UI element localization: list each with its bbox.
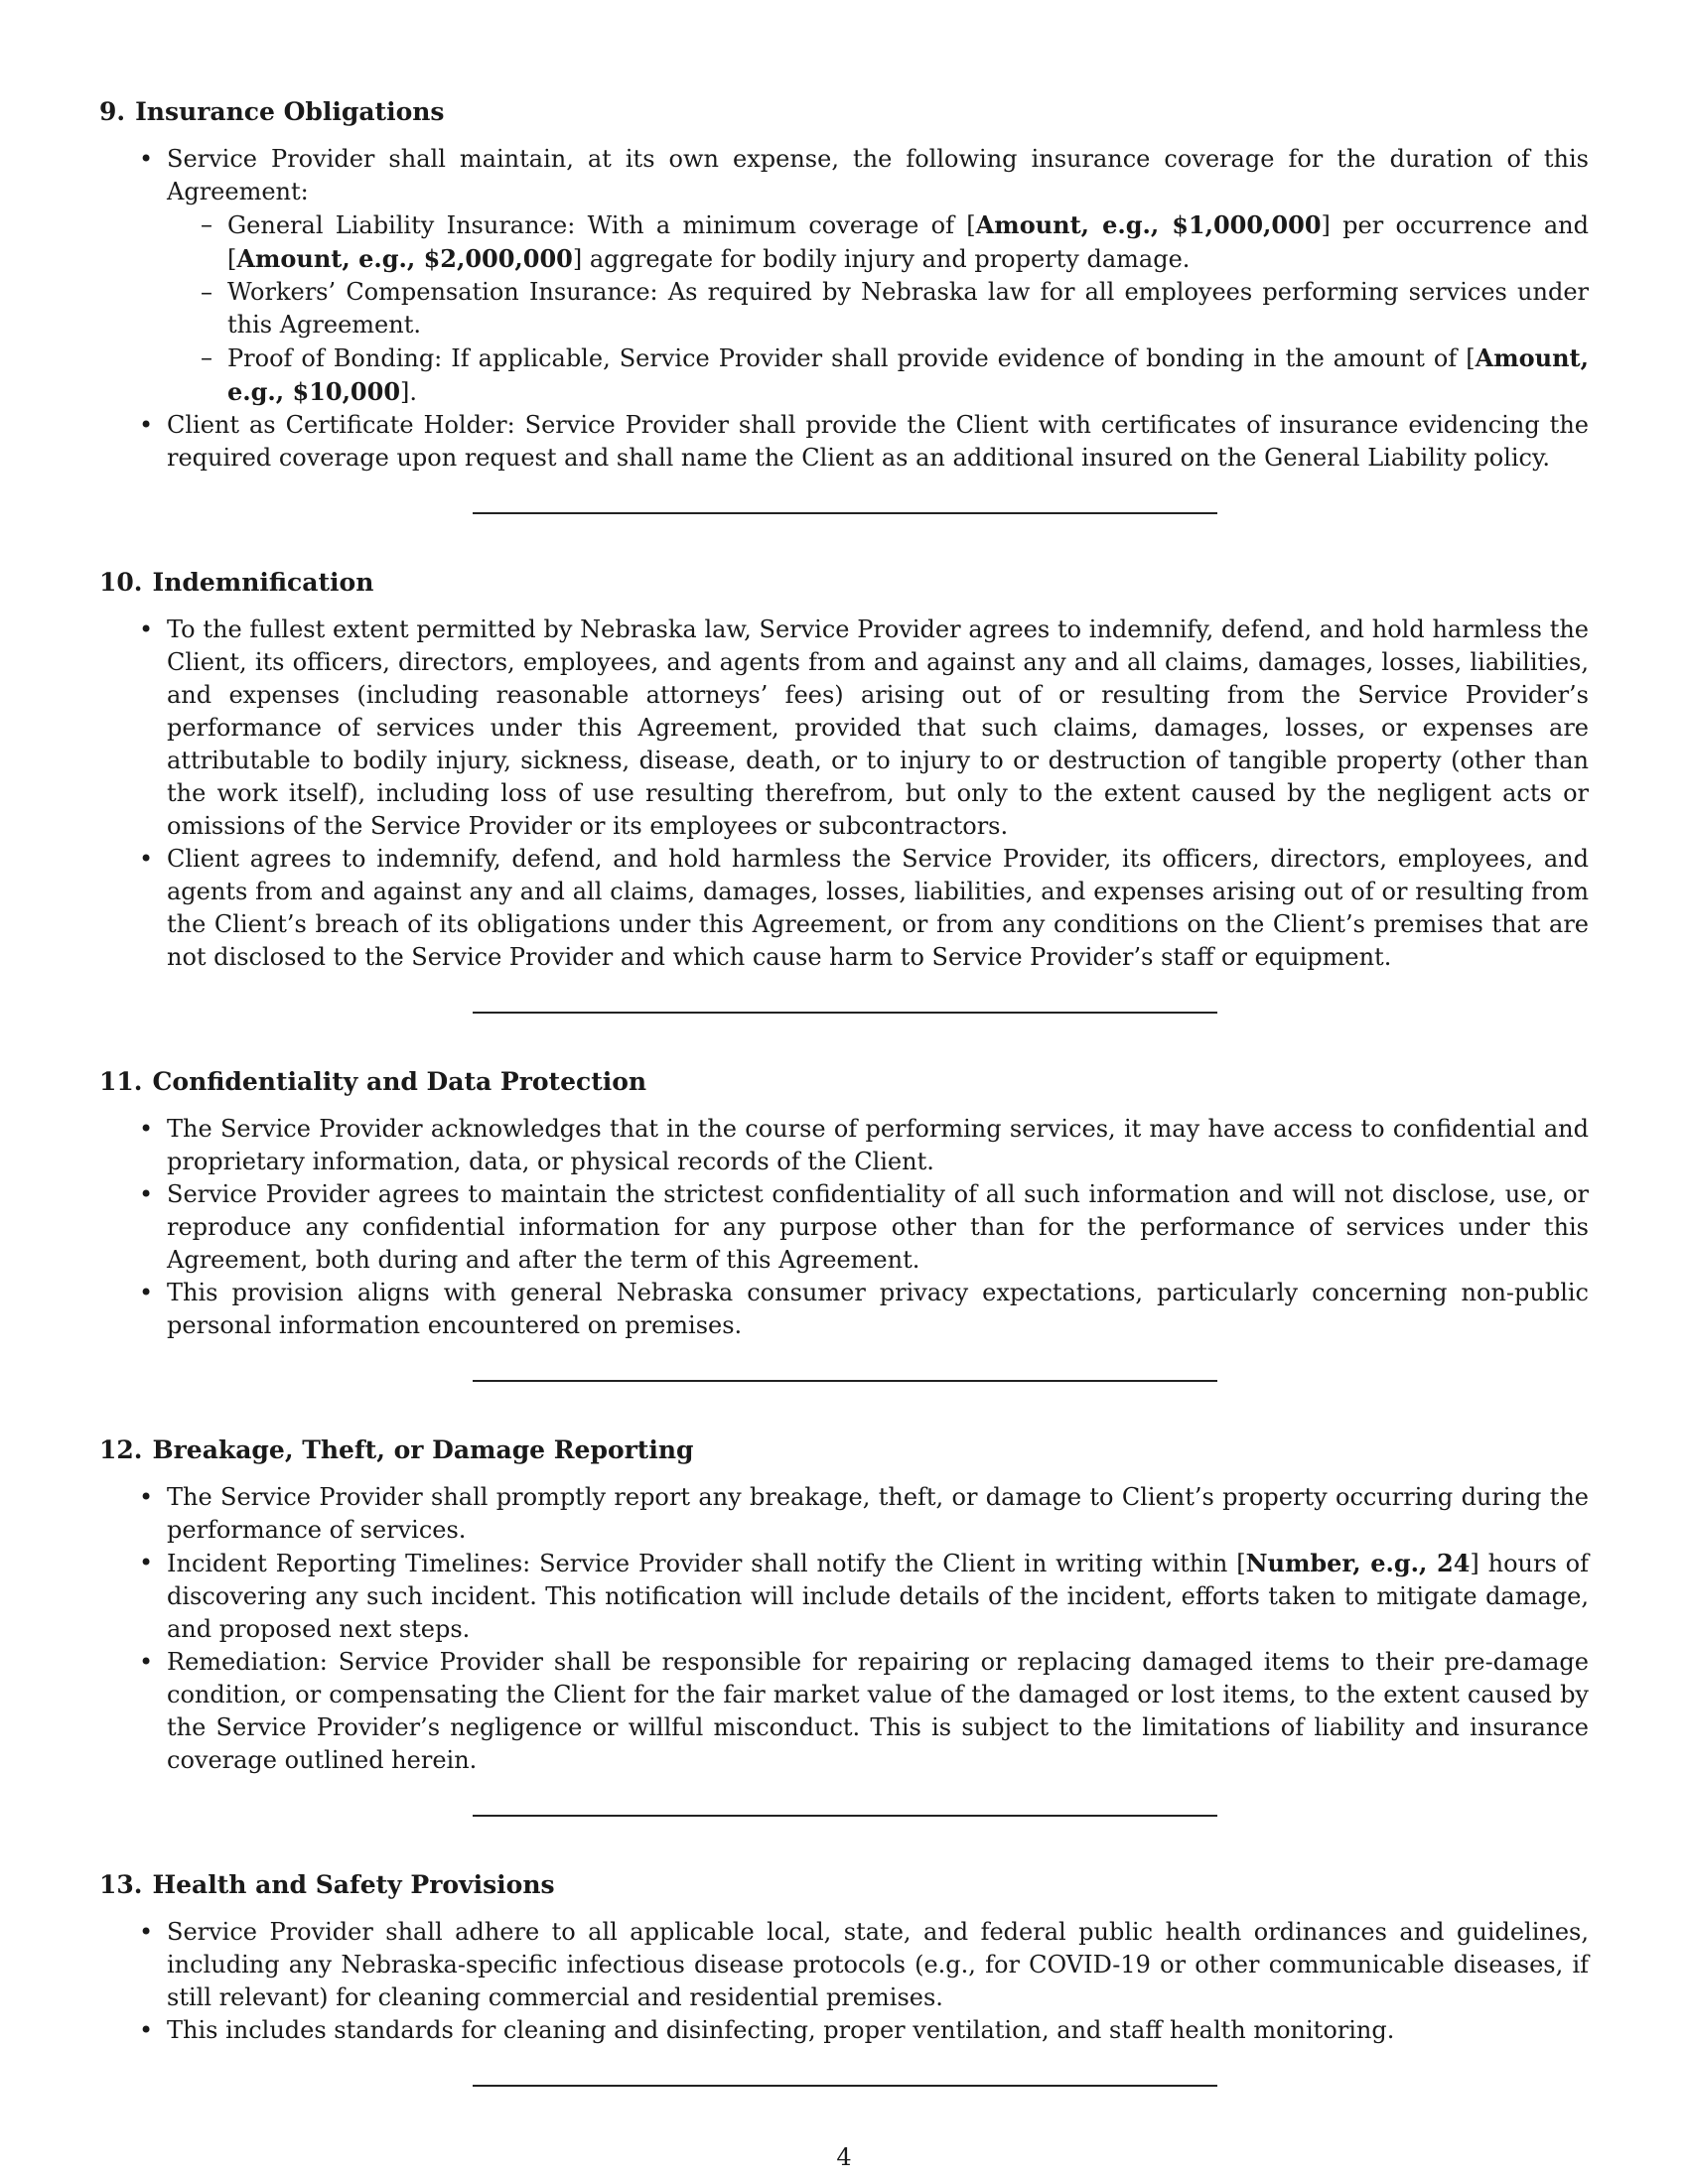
- section-heading: [99, 1433, 1589, 1467]
- page-number: 4: [836, 2143, 852, 2171]
- list-item-text: To the fullest extent permitted by Nebraska law, Service Provider agrees to indemnify, defend, and hold harmless the Client, its officers, directors, employees, and agents from and against any and all claims, damages, losses, liabilities, and expenses (including reasonable attorneys’ fees) arising out of or resulting from the Service Provider’s performance of services under this Agreement, provided that such claims, damages, losses, or expenses are attributable to bodily injury, sickness, disease, death, or to injury to or destruction of tangible property (other than the work itself), including loss of use resulting therefrom, but only to the extent caused by the negligent acts or omissions of the Service Provider or its employees or subcontractors.: [167, 615, 1589, 840]
- bold-placeholder: Amount, e.g., $2,000,000: [236, 244, 573, 273]
- section-divider: [473, 512, 1217, 514]
- list-item: [167, 843, 1589, 974]
- section-heading: [99, 1065, 1589, 1099]
- list-item: [167, 1916, 1589, 2014]
- bullet-list: [99, 1113, 1589, 1342]
- list-item: [167, 1277, 1589, 1342]
- list-item: [167, 1646, 1589, 1777]
- list-item-text: Client as Certificate Holder: Service Provider shall provide the Client with certificates of insurance evidencing the required coverage upon request and shall name the Client as an additional insured on the General Liability policy.: [167, 411, 1589, 472]
- text-segment: ] per occurrence and [: [227, 211, 1589, 273]
- bullet-list: [99, 1481, 1589, 1777]
- sub-list-item: [227, 208, 1589, 276]
- list-item-text: This provision aligns with general Nebraska consumer privacy expectations, particularly concerning non-public personal information encountered on premises.: [167, 1279, 1589, 1339]
- list-item-text: Service Provider shall maintain, at its own expense, the following insurance coverage for the duration of this Agreement:: [167, 145, 1589, 205]
- section-title: Indemnification: [152, 568, 374, 597]
- list-item-text: The Service Provider acknowledges that in the course of performing services, it may have access to confidential and proprietary information, data, or physical records of the Client.: [167, 1115, 1589, 1175]
- section-divider: [473, 1012, 1217, 1014]
- section-heading: [99, 95, 1589, 129]
- section-title: Health and Safety Provisions: [152, 1870, 555, 1899]
- bullet-list: [99, 143, 1589, 475]
- section-health-safety: [99, 1868, 1589, 2047]
- section-number: 9.: [99, 97, 126, 126]
- list-item-text: Service Provider shall adhere to all applicable local, state, and federal public health ordinances and guidelines, including any Nebraska-specific infectious disease protocols (e.g., for COVID-19 or other communicable diseases, if still relevant) for cleaning commercial and residential premises.: [167, 1918, 1589, 2011]
- list-item-text: The Service Provider shall promptly report any breakage, theft, or damage to Client’s property occurring during the performance of services.: [167, 1483, 1589, 1544]
- list-item: [167, 1481, 1589, 1547]
- text-segment: ] aggregate for bodily injury and property damage.: [572, 245, 1191, 273]
- bold-placeholder: Amount, e.g., $10,000: [227, 343, 1589, 406]
- bullet-list: [99, 1916, 1589, 2047]
- section-number: 12.: [99, 1435, 143, 1464]
- sub-list-item: [227, 341, 1589, 409]
- list-item: [167, 1178, 1589, 1277]
- section-confidentiality: [99, 1065, 1589, 1342]
- list-item-text: Client agrees to indemnify, defend, and hold harmless the Service Provider, its officers, directors, employees, and agents from and against any and all claims, damages, losses, liabilities, and expenses arising out of or resulting from the Client’s breach of its obligations under this Agreement, or from any conditions on the Client’s premises that are not disclosed to the Service Provider and which cause harm to Service Provider’s staff or equipment.: [167, 845, 1589, 971]
- section-divider: [473, 2085, 1217, 2087]
- section-title: Breakage, Theft, or Damage Reporting: [152, 1435, 694, 1464]
- section-heading: [99, 566, 1589, 600]
- section-insurance-obligations: [99, 95, 1589, 475]
- section-number: 11.: [99, 1067, 143, 1096]
- text-segment: Incident Reporting Timelines: Service Provider shall notify the Client in writing within [: [167, 1550, 1246, 1577]
- section-damage-reporting: [99, 1433, 1589, 1777]
- text-segment: ] hours of discovering any such incident. This notification will include details of the incident, efforts taken to mitigate damage, and proposed next steps.: [167, 1550, 1589, 1643]
- list-item-text: Remediation: Service Provider shall be responsible for repairing or replacing damaged items to their pre-damage condition, or compensating the Client for the fair market value of the damaged or lost items, to the extent caused by the Service Provider’s negligence or willful misconduct. This is subject to the limitations of liability and insurance coverage outlined herein.: [167, 1648, 1589, 1774]
- section-title: Insurance Obligations: [135, 97, 445, 126]
- section-title: Confidentiality and Data Protection: [152, 1067, 647, 1096]
- bold-placeholder: Amount, e.g., $1,000,000: [975, 210, 1322, 239]
- section-number: 13.: [99, 1870, 143, 1899]
- list-item: [167, 2014, 1589, 2047]
- text-segment: General Liability Insurance: With a minimum coverage of [: [227, 211, 976, 239]
- section-indemnification: [99, 566, 1589, 974]
- bold-placeholder: Number, e.g., 24: [1245, 1549, 1471, 1577]
- bullet-list: [99, 614, 1589, 974]
- list-item: [167, 1547, 1589, 1646]
- text-segment: ].: [400, 378, 418, 406]
- list-item: [167, 1113, 1589, 1178]
- sub-list: [167, 208, 1589, 409]
- section-divider: [473, 1815, 1217, 1817]
- section-divider: [473, 1380, 1217, 1382]
- text-segment: Proof of Bonding: If applicable, Service Provider shall provide evidence of bonding in the amount of [: [227, 344, 1476, 372]
- list-item: [167, 409, 1589, 475]
- section-heading: [99, 1868, 1589, 1902]
- section-number: 10.: [99, 568, 143, 597]
- document-page: [99, 95, 1589, 2138]
- list-item-text: Workers’ Compensation Insurance: As required by Nebraska law for all employees performing services under this Agreement.: [227, 278, 1589, 339]
- sub-list-item: [227, 276, 1589, 341]
- list-item: [167, 143, 1589, 409]
- list-item-text: This includes standards for cleaning and disinfecting, proper ventilation, and staff health monitoring.: [167, 2016, 1395, 2044]
- list-item: [167, 614, 1589, 843]
- list-item-text: Service Provider agrees to maintain the strictest confidentiality of all such information and will not disclose, use, or reproduce any confidential information for any purpose other than for the performance of services under this Agreement, both during and after the term of this Agreement.: [167, 1180, 1589, 1274]
